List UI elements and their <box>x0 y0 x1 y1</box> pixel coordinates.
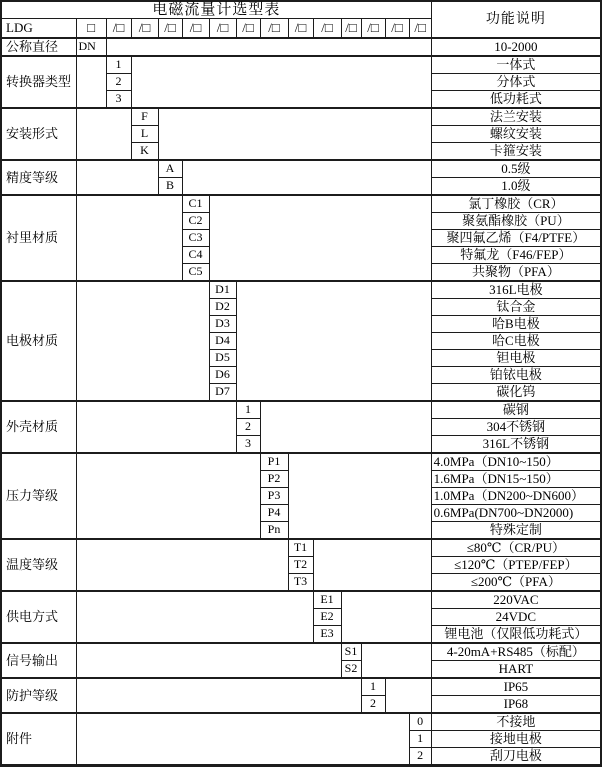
category-label: 供电方式 <box>1 591 76 643</box>
option-description: 316L电极 <box>431 281 601 299</box>
empty-cell <box>131 56 431 108</box>
model-code-slot: /□ <box>182 19 209 38</box>
option-code: 0 <box>409 713 431 731</box>
option-code: DN <box>76 38 106 56</box>
empty-cell <box>182 160 431 195</box>
option-description: 1.6MPa（DN15~150） <box>431 470 601 487</box>
empty-cell <box>76 195 182 281</box>
category-label: 外壳材质 <box>1 401 76 453</box>
model-code-slot: /□ <box>409 19 431 38</box>
empty-cell <box>76 56 106 108</box>
model-code-slot: /□ <box>106 19 131 38</box>
option-code: 3 <box>106 90 131 108</box>
empty-cell <box>76 643 341 678</box>
empty-cell <box>361 643 431 678</box>
option-code: D7 <box>209 383 236 401</box>
empty-cell <box>76 401 236 453</box>
category-label: 安装形式 <box>1 108 76 160</box>
option-code: T1 <box>288 539 313 557</box>
empty-cell <box>158 108 431 160</box>
option-code: A <box>158 160 182 178</box>
empty-cell <box>236 281 431 401</box>
option-code: E3 <box>313 625 341 643</box>
model-code-slot: /□ <box>236 19 260 38</box>
option-description: 铂铱电极 <box>431 366 601 383</box>
option-description: 碳钢 <box>431 401 601 419</box>
empty-cell <box>76 108 131 160</box>
option-description: 钽电极 <box>431 349 601 366</box>
option-description: IP68 <box>431 695 601 713</box>
option-code: 3 <box>236 435 260 453</box>
option-description: ≤120℃（PTEP/FEP） <box>431 556 601 573</box>
option-description: ≤80℃（CR/PU） <box>431 539 601 557</box>
option-description: 一体式 <box>431 56 601 74</box>
option-code: C3 <box>182 229 209 246</box>
option-description: 0.6MPa(DN700~DN2000) <box>431 504 601 521</box>
option-description: 接地电极 <box>431 730 601 747</box>
empty-cell <box>76 713 409 766</box>
empty-cell <box>106 38 431 56</box>
empty-cell <box>260 401 431 453</box>
option-code: 2 <box>409 747 431 765</box>
model-code-slot: /□ <box>260 19 288 38</box>
model-code-slot: /□ <box>341 19 361 38</box>
option-description: 共聚物（PFA） <box>431 263 601 281</box>
option-description: 4-20mA+RS485（标配） <box>431 643 601 661</box>
category-label: 温度等级 <box>1 539 76 591</box>
empty-cell <box>313 539 431 591</box>
option-code: Pn <box>260 521 288 539</box>
option-code: D5 <box>209 349 236 366</box>
option-description: 0.5级 <box>431 160 601 178</box>
empty-cell <box>76 539 288 591</box>
option-code: 2 <box>236 418 260 435</box>
option-description: 碳化钨 <box>431 383 601 401</box>
option-code: S2 <box>341 660 361 678</box>
empty-cell <box>76 281 209 401</box>
category-label: 附件 <box>1 713 76 766</box>
category-label: 电极材质 <box>1 281 76 401</box>
function-column-header: 功能说明 <box>431 1 601 38</box>
model-prefix: LDG <box>1 19 76 38</box>
model-code-slot: /□ <box>361 19 385 38</box>
empty-cell <box>76 453 260 539</box>
model-code-slot: /□ <box>288 19 313 38</box>
category-label: 压力等级 <box>1 453 76 539</box>
option-description: 304不锈钢 <box>431 418 601 435</box>
model-code-slot: /□ <box>158 19 182 38</box>
option-description: ≤200℃（PFA） <box>431 573 601 591</box>
option-code: P4 <box>260 504 288 521</box>
option-code: D3 <box>209 315 236 332</box>
option-code: C5 <box>182 263 209 281</box>
option-description: 10-2000 <box>431 38 601 56</box>
option-code: S1 <box>341 643 361 661</box>
option-description: 聚四氟乙烯（F4/PTFE） <box>431 229 601 246</box>
option-description: 1.0级 <box>431 177 601 195</box>
option-code: 2 <box>106 73 131 90</box>
option-description: 24VDC <box>431 608 601 625</box>
option-description: 钛合金 <box>431 298 601 315</box>
empty-cell <box>209 195 431 281</box>
option-code: T3 <box>288 573 313 591</box>
option-code: C4 <box>182 246 209 263</box>
option-code: F <box>131 108 158 126</box>
model-code-slot: /□ <box>313 19 341 38</box>
option-code: 2 <box>361 695 385 713</box>
option-code: P3 <box>260 487 288 504</box>
option-code: 1 <box>361 678 385 696</box>
option-code: T2 <box>288 556 313 573</box>
option-description: 聚氨酯橡胶（PU） <box>431 212 601 229</box>
option-description: 刮刀电极 <box>431 747 601 765</box>
option-code: D1 <box>209 281 236 299</box>
option-description: 氯丁橡胶（CR） <box>431 195 601 213</box>
option-code: C1 <box>182 195 209 213</box>
empty-cell <box>341 591 431 643</box>
option-description: 不接地 <box>431 713 601 731</box>
option-description: 卡箍安装 <box>431 142 601 160</box>
option-description: HART <box>431 660 601 678</box>
option-description: 哈B电极 <box>431 315 601 332</box>
table-title: 电磁流量计选型表 <box>1 1 431 19</box>
option-description: 特氟龙（F46/FEP） <box>431 246 601 263</box>
empty-cell <box>76 591 313 643</box>
option-code: L <box>131 125 158 142</box>
option-description: 316L不锈钢 <box>431 435 601 453</box>
option-code: E1 <box>313 591 341 609</box>
empty-cell <box>76 678 361 713</box>
empty-cell <box>76 160 158 195</box>
option-description: 特殊定制 <box>431 521 601 539</box>
option-description: 1.0MPa（DN200~DN600） <box>431 487 601 504</box>
option-description: 低功耗式 <box>431 90 601 108</box>
option-code: D6 <box>209 366 236 383</box>
empty-cell <box>385 678 431 713</box>
option-description: IP65 <box>431 678 601 696</box>
option-description: 分体式 <box>431 73 601 90</box>
option-description: 锂电池（仅限低功耗式） <box>431 625 601 643</box>
category-label: 转换器类型 <box>1 56 76 108</box>
category-label: 防护等级 <box>1 678 76 713</box>
category-label: 信号输出 <box>1 643 76 678</box>
option-code: 1 <box>236 401 260 419</box>
option-description: 220VAC <box>431 591 601 609</box>
model-code-slot: /□ <box>209 19 236 38</box>
option-code: D4 <box>209 332 236 349</box>
option-description: 法兰安装 <box>431 108 601 126</box>
option-description: 哈C电极 <box>431 332 601 349</box>
empty-cell <box>288 453 431 539</box>
option-code: C2 <box>182 212 209 229</box>
option-code: E2 <box>313 608 341 625</box>
model-code-slot: /□ <box>385 19 409 38</box>
option-code: D2 <box>209 298 236 315</box>
category-label: 精度等级 <box>1 160 76 195</box>
option-code: 1 <box>409 730 431 747</box>
option-code: P2 <box>260 470 288 487</box>
option-code: 1 <box>106 56 131 74</box>
option-code: P1 <box>260 453 288 471</box>
option-description: 4.0MPa（DN10~150） <box>431 453 601 471</box>
option-code: B <box>158 177 182 195</box>
option-code: K <box>131 142 158 160</box>
model-code-slot: /□ <box>131 19 158 38</box>
option-description: 螺纹安装 <box>431 125 601 142</box>
category-label: 衬里材质 <box>1 195 76 281</box>
model-code-box: □ <box>76 19 106 38</box>
category-label: 公称直径 <box>1 38 76 56</box>
